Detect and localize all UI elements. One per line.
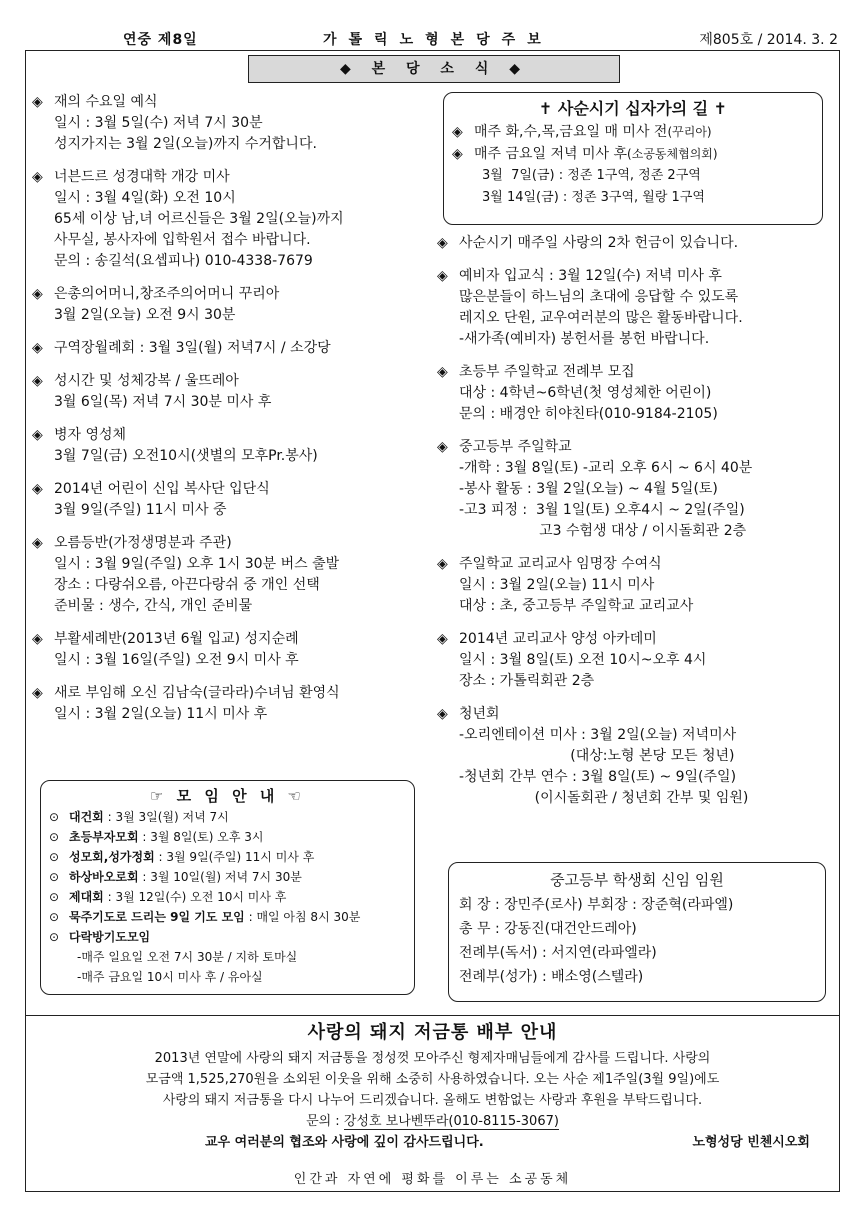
news-item-title bbox=[437, 266, 835, 287]
news-item-title bbox=[32, 425, 432, 446]
meeting-sub-line: -매주 금요일 10시 미사 후 / 유아실 bbox=[77, 970, 263, 984]
news-item-line: -개학 : 3월 8일(토) -교리 오후 6시 ~ 6시 40분 bbox=[459, 460, 753, 476]
news-item bbox=[32, 92, 432, 155]
stations-item-title: 매주 화,수,목,금요일 매 미사 전 bbox=[474, 124, 668, 140]
news-item bbox=[437, 629, 835, 692]
news-item-line: 일시 : 3월 2일(오늘) 11시 미사 후 bbox=[54, 706, 268, 722]
news-item-line: 사무실, 봉사자에 입학원서 접수 바랍니다. bbox=[54, 232, 311, 248]
diamond-bullet-icon: ◈ bbox=[32, 340, 43, 356]
diamond-bullet-icon: ◈ bbox=[437, 235, 448, 251]
news-item-title-text: 청년회 bbox=[459, 706, 500, 722]
piggy-line: 2013년 연말에 사랑의 돼지 저금통을 정성껏 모아주신 형제자매님들에게 감사를 드립니다. 사랑의 bbox=[154, 1051, 711, 1066]
meeting-time: : 3월 10일(월) 저녁 7시 30분 bbox=[138, 870, 302, 884]
news-item-title-text: 너븐드르 성경대학 개강 미사 bbox=[54, 169, 230, 185]
officer-row: 전례부(성가) : 배소영(스텔라) bbox=[459, 969, 644, 985]
news-item bbox=[32, 683, 432, 725]
meeting-name: 묵주기도로 드리는 9일 기도 모임 bbox=[69, 910, 245, 924]
news-item-title-text: 오름등반(가정생명분과 주관) bbox=[54, 535, 232, 551]
meeting-time: : 매일 아침 8시 30분 bbox=[244, 910, 361, 924]
news-item-line: 많은분들이 하느님의 초대에 응답할 수 있도록 bbox=[459, 289, 739, 305]
contact-value: 강성호 보나벤뚜라(010-8115-3067) bbox=[343, 1114, 559, 1129]
news-item-line: (이시돌회관 / 청년회 간부 및 임원) bbox=[459, 790, 749, 806]
meeting-name: 성모회,성가정회 bbox=[69, 850, 155, 864]
news-item-title bbox=[32, 479, 432, 500]
news-item-line: 일시 : 3월 2일(오늘) 11시 미사 bbox=[459, 577, 655, 593]
diamond-bullet-icon: ◈ bbox=[32, 685, 43, 701]
officers-title: 중고등부 학생회 신임 임원 bbox=[550, 871, 724, 889]
meeting-row bbox=[49, 827, 406, 847]
news-item bbox=[437, 266, 835, 350]
stations-list bbox=[452, 121, 814, 209]
news-item bbox=[32, 371, 432, 413]
piggy-line: 모금액 1,525,270원을 소외된 이웃을 위해 소중히 사용하였습니다. 오는 사순 제1주일(3월 9일)에도 bbox=[145, 1072, 720, 1087]
officer-row: 전례부(독서) : 서지연(라파엘라) bbox=[459, 945, 657, 961]
news-item-line: 대상 : 초, 중고등부 주일학교 교리교사 bbox=[459, 598, 694, 614]
diamond-bullet-icon: ◈ bbox=[437, 631, 448, 647]
meeting-name: 대건회 bbox=[69, 810, 104, 824]
meeting-row bbox=[49, 887, 406, 907]
news-item-title-text: 2014년 교리교사 양성 아카데미 bbox=[459, 631, 657, 647]
news-item-line: -오리엔테이션 미사 : 3월 2일(오늘) 저녁미사 bbox=[459, 727, 737, 743]
section-banner: ◆ 본 당 소 식 ◆ bbox=[248, 55, 620, 83]
news-item-title-text: 부활세례반(2013년 6월 입교) 성지순례 bbox=[54, 631, 299, 647]
diamond-bullet-icon: ◈ bbox=[32, 169, 43, 185]
news-item-title bbox=[437, 704, 835, 725]
news-item-line: 3월 2일(오늘) 오전 9시 30분 bbox=[54, 307, 236, 323]
news-item-title bbox=[437, 629, 835, 650]
news-item-title-text: 성시간 및 성체강복 / 울뜨레아 bbox=[54, 373, 239, 389]
stations-schedule-line: 3월 14일(금) : 정존 3구역, 월랑 1구역 bbox=[482, 190, 705, 205]
stations-item bbox=[452, 121, 814, 143]
stations-item-title: 매주 금요일 저녁 미사 후 bbox=[474, 146, 628, 162]
piggy-contact bbox=[25, 1111, 840, 1132]
news-item-title bbox=[437, 437, 835, 458]
piggy-text bbox=[25, 1048, 840, 1111]
news-item-line: 장소 : 가톨릭회관 2층 bbox=[459, 673, 595, 689]
circle-dot-icon: ⊙ bbox=[49, 930, 60, 944]
stations-item-note: (소공동체협의회) bbox=[627, 147, 718, 161]
right-column bbox=[437, 92, 835, 821]
diamond-bullet-icon: ◈ bbox=[437, 364, 448, 380]
piggy-bank-notice bbox=[25, 1016, 840, 1166]
news-item-line: (대상:노형 본당 모든 청년) bbox=[459, 748, 735, 764]
stations-item bbox=[452, 143, 814, 165]
news-item bbox=[437, 704, 835, 809]
news-item-title bbox=[32, 92, 432, 113]
news-item-title bbox=[32, 371, 432, 392]
circle-dot-icon: ⊙ bbox=[49, 870, 60, 884]
meeting-name: 다락방기도모임 bbox=[69, 930, 151, 944]
diamond-bullet-icon: ◈ bbox=[32, 427, 43, 443]
news-item-title bbox=[32, 167, 432, 188]
news-item bbox=[437, 554, 835, 617]
meeting-row bbox=[49, 847, 406, 867]
news-item-title-text: 주일학교 교리교사 임명장 수여식 bbox=[459, 556, 662, 572]
news-item-line: 일시 : 3월 16일(주일) 오전 9시 미사 후 bbox=[54, 652, 299, 668]
news-item-line: 성지가지는 3월 2일(오늘)까지 수거합니다. bbox=[54, 136, 317, 152]
news-item-line: 3월 6일(목) 저녁 7시 30분 미사 후 bbox=[54, 394, 272, 410]
meeting-time: : 3월 9일(주일) 11시 미사 후 bbox=[154, 850, 315, 864]
news-item-title-text: 예비자 입교식 : 3월 12일(수) 저녁 미사 후 bbox=[459, 268, 722, 284]
news-item-line: -고3 피정 : 3월 1일(토) 오후4시 ~ 2일(주일) bbox=[459, 502, 745, 518]
news-item-line: 65세 이상 남,녀 어르신들은 3월 2일(오늘)까지 bbox=[54, 211, 344, 227]
bulletin-header bbox=[28, 29, 838, 51]
meeting-row bbox=[49, 927, 406, 947]
contact-label: 문의 : bbox=[306, 1114, 344, 1129]
diamond-bullet-icon: ◈ bbox=[32, 481, 43, 497]
piggy-title: 사랑의 돼지 저금통 배부 안내 bbox=[307, 1022, 558, 1043]
news-item-line: 레지오 단원, 교우여러분의 많은 활동바랍니다. bbox=[459, 310, 743, 326]
officer-row: 회 장 : 장민주(로사) 부회장 : 장준혁(라파엘) bbox=[459, 897, 734, 913]
piggy-line: 사랑의 돼지 저금통을 다시 나누어 드리겠습니다. 올해도 변함없는 사랑과 후원을 부탁드립니다. bbox=[162, 1093, 703, 1108]
signature: 노형성당 빈첸시오회 bbox=[692, 1135, 810, 1150]
news-item bbox=[32, 284, 432, 326]
news-item-line: 3월 7일(금) 오전10시(샛별의 모후Pr.봉사) bbox=[54, 448, 318, 464]
news-item-title-text: 은총의어머니,창조주의어머니 꾸리아 bbox=[54, 286, 280, 302]
circle-dot-icon: ⊙ bbox=[49, 850, 60, 864]
news-item-line: 문의 : 송길석(요셉피나) 010-4338-7679 bbox=[54, 253, 313, 269]
news-item-title bbox=[32, 629, 432, 650]
officers-list bbox=[457, 893, 817, 989]
right-news-list bbox=[437, 233, 835, 809]
meeting-time: : 3월 12일(수) 오전 10시 미사 후 bbox=[103, 890, 287, 904]
news-item bbox=[437, 233, 835, 254]
meeting-time: : 3월 3일(월) 저녁 7시 bbox=[103, 810, 229, 824]
circle-dot-icon: ⊙ bbox=[49, 910, 60, 924]
circle-dot-icon: ⊙ bbox=[49, 810, 60, 824]
diamond-bullet-icon: ◈ bbox=[32, 286, 43, 302]
news-item-line: 일시 : 3월 8일(토) 오전 10시~오후 4시 bbox=[459, 652, 707, 668]
meeting-name: 하상바오로회 bbox=[69, 870, 139, 884]
news-item-line: 일시 : 3월 9일(주일) 오후 1시 30분 버스 출발 bbox=[54, 556, 340, 572]
news-item bbox=[32, 167, 432, 272]
diamond-bullet-icon: ◈ bbox=[452, 146, 463, 162]
meeting-title: ☞ 모 임 안 내 ☜ bbox=[150, 787, 305, 805]
meeting-time: : 3월 8일(토) 오후 3시 bbox=[138, 830, 264, 844]
diamond-bullet-icon: ◈ bbox=[437, 439, 448, 455]
meeting-box bbox=[40, 780, 415, 995]
news-item-title-text: 병자 영성체 bbox=[54, 427, 127, 443]
diamond-bullet-icon: ◈ bbox=[437, 268, 448, 284]
diamond-bullet-icon: ◈ bbox=[452, 124, 463, 140]
news-item-line: 장소 : 다랑쉬오름, 아끈다랑쉬 중 개인 선택 bbox=[54, 577, 320, 593]
news-item-title-text: 초등부 주일학교 전례부 모집 bbox=[459, 364, 635, 380]
issue-date: 제805호 / 2014. 3. 2 bbox=[699, 32, 838, 48]
diamond-bullet-icon: ◈ bbox=[32, 535, 43, 551]
news-item bbox=[32, 533, 432, 617]
news-item bbox=[32, 338, 432, 359]
stations-title: ✝ 사순시기 십자가의 길 ✝ bbox=[538, 99, 728, 118]
news-item-title-text: 새로 부임해 오신 김남숙(글라라)수녀님 환영식 bbox=[54, 685, 340, 701]
news-item bbox=[437, 437, 835, 542]
news-item-title-text: 사순시기 매주일 사랑의 2차 헌금이 있습니다. bbox=[459, 235, 739, 251]
news-item-line: 준비물 : 생수, 간식, 개인 준비물 bbox=[54, 598, 253, 614]
news-item-line: 일시 : 3월 4일(화) 오전 10시 bbox=[54, 190, 236, 206]
piggy-foot bbox=[25, 1132, 840, 1154]
news-item-title bbox=[437, 362, 835, 383]
liturgical-day: 연중 제8일 bbox=[123, 32, 198, 48]
news-item-line: 일시 : 3월 5일(수) 저녁 7시 30분 bbox=[54, 115, 263, 131]
left-column bbox=[32, 92, 432, 737]
news-item bbox=[32, 629, 432, 671]
news-item-title bbox=[32, 338, 432, 359]
news-item-title bbox=[32, 533, 432, 554]
bulletin-motto: 인간과 자연에 평화를 이루는 소공동체 bbox=[293, 1172, 572, 1187]
circle-dot-icon: ⊙ bbox=[49, 830, 60, 844]
diamond-bullet-icon: ◈ bbox=[32, 631, 43, 647]
news-item-line: -봉사 활동 : 3월 2일(오늘) ~ 4월 5일(토) bbox=[459, 481, 718, 497]
news-item-title bbox=[32, 284, 432, 305]
news-item-line: 대상 : 4학년~6학년(첫 영성체한 어린이) bbox=[459, 385, 712, 401]
meeting-name: 초등부자모회 bbox=[69, 830, 139, 844]
bulletin-title: 가톨릭노형본당주보 bbox=[323, 32, 553, 48]
news-item bbox=[32, 479, 432, 521]
news-item bbox=[32, 425, 432, 467]
meeting-sub-line: -매주 일요일 오전 7시 30분 / 지하 토마실 bbox=[77, 950, 298, 964]
diamond-bullet-icon: ◈ bbox=[32, 94, 43, 110]
news-item bbox=[437, 362, 835, 425]
student-officers-box bbox=[448, 862, 826, 1002]
meeting-row bbox=[49, 907, 406, 927]
diamond-bullet-icon: ◈ bbox=[32, 373, 43, 389]
news-item-title bbox=[437, 233, 835, 254]
circle-dot-icon: ⊙ bbox=[49, 890, 60, 904]
meeting-row bbox=[49, 807, 406, 827]
news-item-title bbox=[437, 554, 835, 575]
thanks-text: 교우 여러분의 협조와 사랑에 깊이 감사드립니다. bbox=[205, 1135, 484, 1150]
news-item-title-text: 중고등부 주일학교 bbox=[459, 439, 572, 455]
news-item-title-text: 2014년 어린이 신입 복사단 입단식 bbox=[54, 481, 270, 497]
meeting-row bbox=[49, 867, 406, 887]
stations-schedule-line: 3월 7일(금) : 정존 1구역, 정존 2구역 bbox=[482, 168, 701, 183]
news-item-line: 고3 수험생 대상 / 이시돌회관 2층 bbox=[459, 523, 747, 539]
news-item-title-text: 구역장월례회 : 3월 3일(월) 저녁7시 / 소강당 bbox=[54, 340, 331, 356]
news-item-line: -새가족(예비자) 봉헌서를 봉헌 바랍니다. bbox=[459, 331, 710, 347]
news-item-line: 문의 : 배경안 히야친타(010-9184-2105) bbox=[459, 406, 718, 422]
news-item-line: -청년회 간부 연수 : 3월 8일(토) ~ 9일(주일) bbox=[459, 769, 737, 785]
officer-row: 총 무 : 강동진(대건안드레아) bbox=[459, 921, 637, 937]
news-item-line: 3월 9일(주일) 11시 미사 중 bbox=[54, 502, 227, 518]
news-item-title-text: 재의 수요일 예식 bbox=[54, 94, 158, 110]
diamond-bullet-icon: ◈ bbox=[437, 556, 448, 572]
meeting-name: 제대회 bbox=[69, 890, 104, 904]
diamond-bullet-icon: ◈ bbox=[437, 706, 448, 722]
meeting-list bbox=[49, 807, 406, 987]
stations-item-note: (꾸리아) bbox=[667, 125, 712, 139]
stations-of-cross-box bbox=[443, 92, 823, 225]
news-item-title bbox=[32, 683, 432, 704]
